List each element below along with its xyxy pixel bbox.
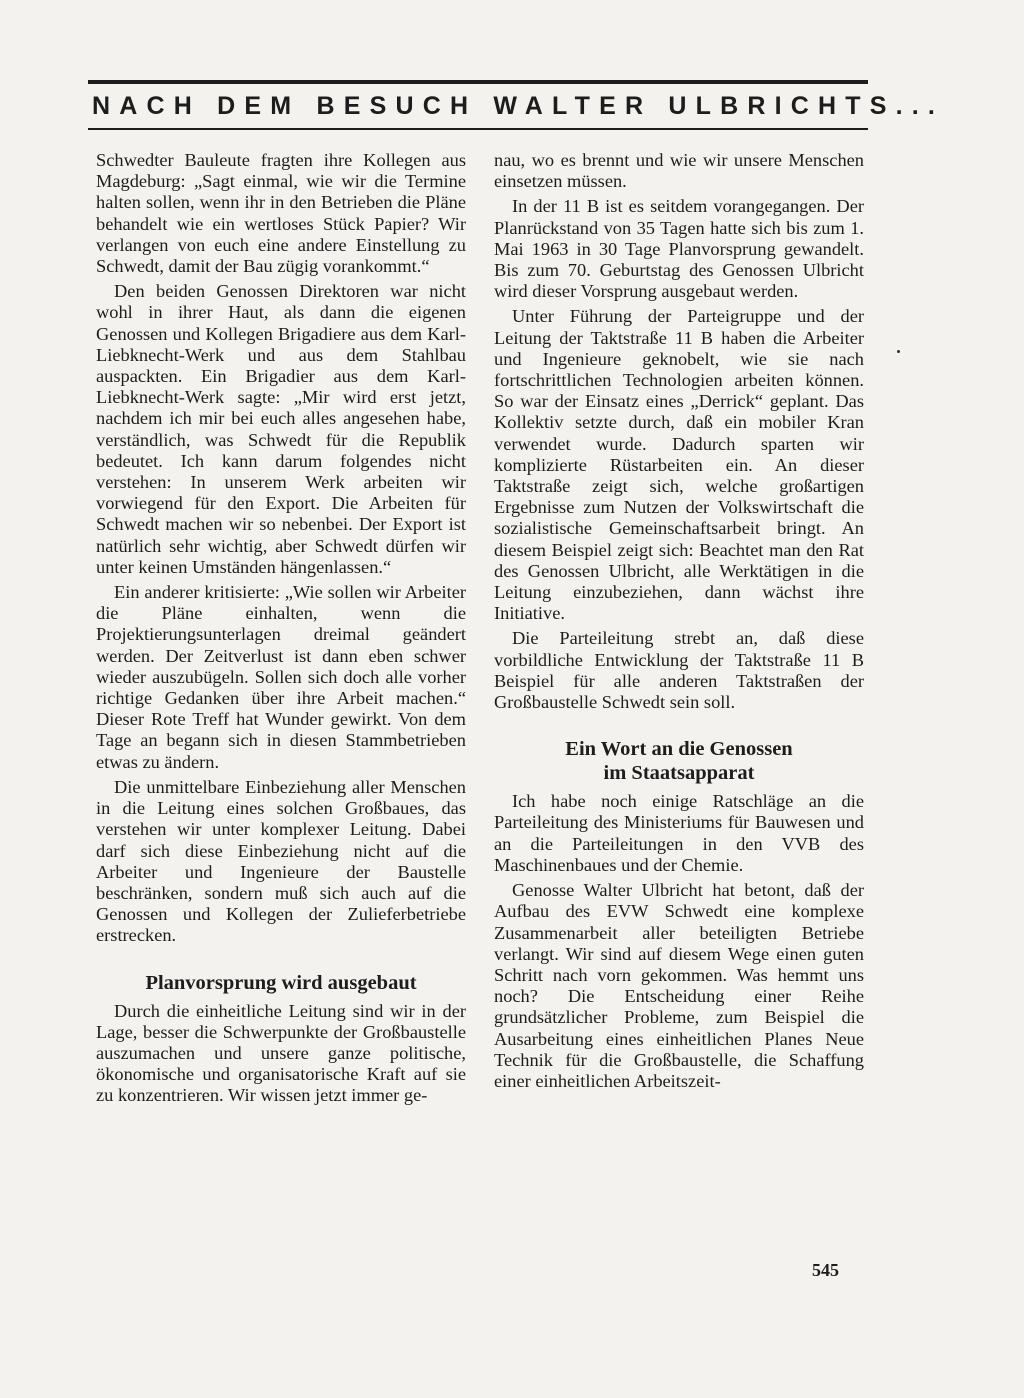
subheading-staatsapparat [494,737,864,785]
left-paragraph-1: Schwedter Bauleute fragten ihre Kollegen aus Magdeburg: „Sagt einmal, wie wir die Termine halten sollen, wenn ihr in den Betrieben die Pläne behandelt wie ein wertloses Stück Papier? Wir verlangen von euch eine andere Einstellung zu Schwedt, damit der Bau zügig vorankommt.“ [96,150,466,277]
left-paragraph-5: Durch die einheitliche Leitung sind wir in der Lage, besser die Schwerpunkte der Großbaustelle auszumachen und unsere ganze politische, ökonomische und organisatorische Kraft auf sie zu konzentrieren. Wir wissen jetzt immer ge- [96,1000,466,1106]
subheading-planvorsprung: Planvorsprung wird ausgebaut [145,971,417,994]
print-speck [897,350,900,353]
right-paragraph-1: nau, wo es brennt und wie wir unsere Menschen einsetzen müssen. [494,150,864,192]
right-column [494,150,864,1096]
left-column [96,150,466,1111]
right-paragraph-6: Genosse Walter Ulbricht hat betont, daß der Aufbau des EVW Schwedt eine komplexe Zusammenarbeit aller beteiligten Betriebe verlangt. Wir sind auf diesem Wege einen guten Schritt nach vorn gekommen. Was hemmt uns noch? Die Entscheidung einer Reihe grundsätzlicher Probleme, zum Beispiel die Ausarbeitung eines einheitlichen Planes Neue Technik für die Großbaustelle, die Schaffung einer einheitlichen Arbeitszeit- [494,880,864,1091]
right-paragraph-4: Die Parteileitung strebt an, daß diese vorbildliche Entwicklung der Taktstraße 11 B Beispiel für alle anderen Taktstraßen der Großbaustelle Schwedt sein soll. [494,628,864,713]
header-rule-top [88,80,868,84]
left-paragraph-3: Ein anderer kritisierte: „Wie sollen wir Arbeiter die Pläne einhalten, wenn die Projektierungsunterlagen dreimal geändert werden. Der Zeitverlust ist dann eben schwer wieder auszubügeln. Sollen sich doch alle vorher richtige Gedanken über ihre Arbeit machen.“ Dieser Rote Treff hat Wunder gewirkt. Von dem Tage an begann sich in diesen Stammbetrieben etwas zu ändern. [96,582,466,772]
right-paragraph-2: In der 11 B ist es seitdem vorangegangen. Der Planrückstand von 35 Tagen hatte sich bis zum 1. Mai 1963 in 30 Tage Planvorsprung gewandelt. Bis zum 70. Geburtstag des Genossen Ulbricht wird dieser Vorsprung ausgebaut werden. [494,196,864,302]
subheading-line-2: im Staatsapparat [603,762,755,785]
subheading-line-1: Ein Wort an die Genossen [565,738,793,761]
right-paragraph-3: Unter Führung der Parteigruppe und der Leitung der Taktstraße 11 B haben die Arbeiter und Ingenieure geknobelt, wie sie nach fortschrittlichen Technologien arbeiten können. So war der Einsatz eines „Derrick“ geplant. Das Kollektiv setzte durch, daß ein mobiler Kran verwendet wurde. Dadurch sparten wir komplizierte Rüstarbeiten ein. An dieser Taktstraße zeigt sich, welche großartigen Ergebnisse zum Nutzen der Volkswirtschaft die sozialistische Gemeinschaftsarbeit bringt. An diesem Beispiel zeigt sich: Beachtet man den Rat des Genossen Ulbricht, alle Werktätigen in die Leitung einzubeziehen, dann wächst ihre Initiative. [494,306,864,624]
page-number: 545 [812,1260,839,1280]
right-paragraph-5: Ich habe noch einige Ratschläge an die Parteileitung des Ministeriums für Bauwesen und an die Parteileitungen in den VVB des Maschinenbaues und der Chemie. [494,791,864,875]
left-paragraph-4: Die unmittelbare Einbeziehung aller Menschen in die Leitung eines solchen Großbaues, das verstehen wir unter komplexer Leitung. Dabei darf sich diese Einbeziehung nicht auf die Arbeiter und Ingenieure der Baustelle beschränken, sondern muß sich auch auf die Genossen und Kollegen der Zulieferbetriebe erstrecken. [96,776,466,946]
page-header: NACH DEM BESUCH WALTER ULBRICHTS... [92,92,945,120]
left-paragraph-2: Den beiden Genossen Direktoren war nicht wohl in ihrer Haut, als dann die eigenen Genossen und Kollegen Brigadiere aus dem Karl-Liebknecht-Werk und aus dem Stahlbau auspackten. Ein Brigadier aus dem Karl-Liebknecht-Werk sagte: „Mir wird erst jetzt, nachdem ich mir bei euch alles angesehen habe, verständlich, was Schwedt für die Republik bedeutet. Ich kann darum folgendes nicht verstehen: In unserem Werk arbeiten wir vorwiegend für den Export. Die Arbeiten für Schwedt machen wir so nebenbei. Der Export ist natürlich sehr wichtig, aber Schwedt dürfen wir unter keinen Umständen hängenlassen.“ [96,281,466,577]
header-rule-bottom [88,128,868,130]
